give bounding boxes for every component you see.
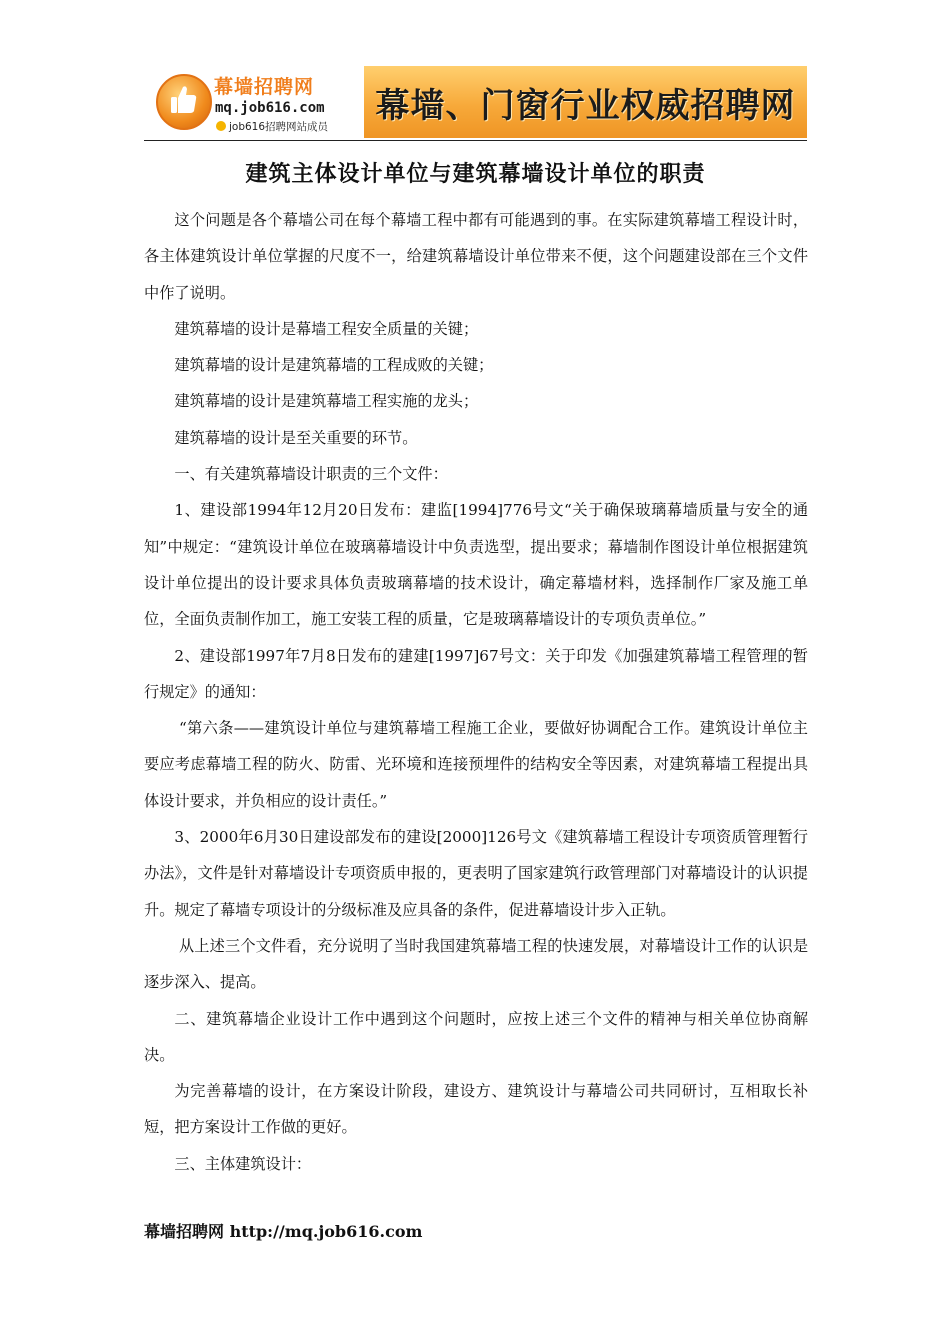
paragraph: 建筑幕墙的设计是至关重要的环节。	[174, 428, 418, 447]
document-body	[144, 202, 808, 1182]
banner-text: 幕墙、门窗行业权威招聘网	[375, 85, 796, 126]
paragraph: 为完善幕墙的设计，在方案设计阶段，建设方、建筑设计与幕墙公司共同研讨，互相取长补短，把方案设计工作做的更好。	[144, 1082, 808, 1137]
logo-member-label: job616招聘网站成员	[229, 121, 329, 133]
page-header	[144, 66, 807, 140]
paragraph: 这个问题是各个幕墙公司在每个幕墙工程中都有可能遇到的事。在实际建筑幕墙工程设计时，各主体建筑设计单位掌握的尺度不一，给建筑幕墙设计单位带来不便，这个问题建设部在三个文件中作了说明。	[144, 211, 808, 302]
logo-url: mq.job616.com	[215, 100, 325, 116]
paragraph: 三、主体建筑设计：	[174, 1154, 312, 1173]
paragraph: 一、有关建筑幕墙设计职责的三个文件：	[174, 465, 448, 484]
footer-link[interactable]: 幕墙招聘网 http://mq.job616.com	[144, 1222, 423, 1241]
paragraph: 建筑幕墙的设计是建筑幕墙的工程成败的关键；	[174, 356, 494, 375]
thumbs-up-icon	[169, 83, 197, 115]
header-divider	[144, 140, 807, 141]
paragraph: “第六条——建筑设计单位与建筑幕墙工程施工企业，要做好协调配合工作。建筑设计单位主要应考虑幕墙工程的防火、防雷、光环境和连接预埋件的结构安全等因素，对建筑幕墙工程提出具体设计要求，并负相应的设计责任。”	[144, 719, 808, 810]
logo-title: 幕墙招聘网	[214, 76, 315, 98]
header-banner[interactable]	[364, 66, 807, 138]
paragraph: 建筑幕墙的设计是幕墙工程安全质量的关键；	[174, 319, 479, 338]
paragraph: 1、建设部1994年12月20日发布：建监[1994]776号文“关于确保玻璃幕墙质量与安全的通知”中规定：“建筑设计单位在玻璃幕墙设计中负责选型，提出要求；幕墙制作图设计单位根据建筑设计单位提出的设计要求具体负责玻璃幕墙的技术设计，确定幕墙材料，选择制作厂家及施工单位，全面负责制作加工，施工安装工程的质量，它是玻璃幕墙设计的专项负责单位。”	[144, 501, 808, 629]
bulb-icon	[216, 121, 226, 131]
site-logo[interactable]	[144, 66, 359, 140]
paragraph: 二、建筑幕墙企业设计工作中遇到这个问题时，应按上述三个文件的精神与相关单位协商解决。	[144, 1009, 808, 1064]
document-title: 建筑主体设计单位与建筑幕墙设计单位的职责	[245, 161, 706, 187]
paragraph: 3、2000年6月30日建设部发布的建设[2000]126号文《建筑幕墙工程设计专项资质管理暂行办法》，文件是针对幕墙设计专项资质申报的，更表明了国家建筑行政管理部门对幕墙设计的认识提升。规定了幕墙专项设计的分级标准及应具备的条件，促进幕墙设计步入正轨。	[144, 828, 808, 919]
paragraph: 2、建设部1997年7月8日发布的建建[1997]67号文：关于印发《加强建筑幕墙工程管理的暂行规定》的通知：	[144, 646, 808, 701]
logo-member-text	[216, 119, 328, 134]
paragraph: 从上述三个文件看，充分说明了当时我国建筑幕墙工程的快速发展，对幕墙设计工作的认识是逐步深入、提高。	[144, 936, 808, 992]
paragraph: 建筑幕墙的设计是建筑幕墙工程实施的龙头；	[174, 392, 479, 411]
